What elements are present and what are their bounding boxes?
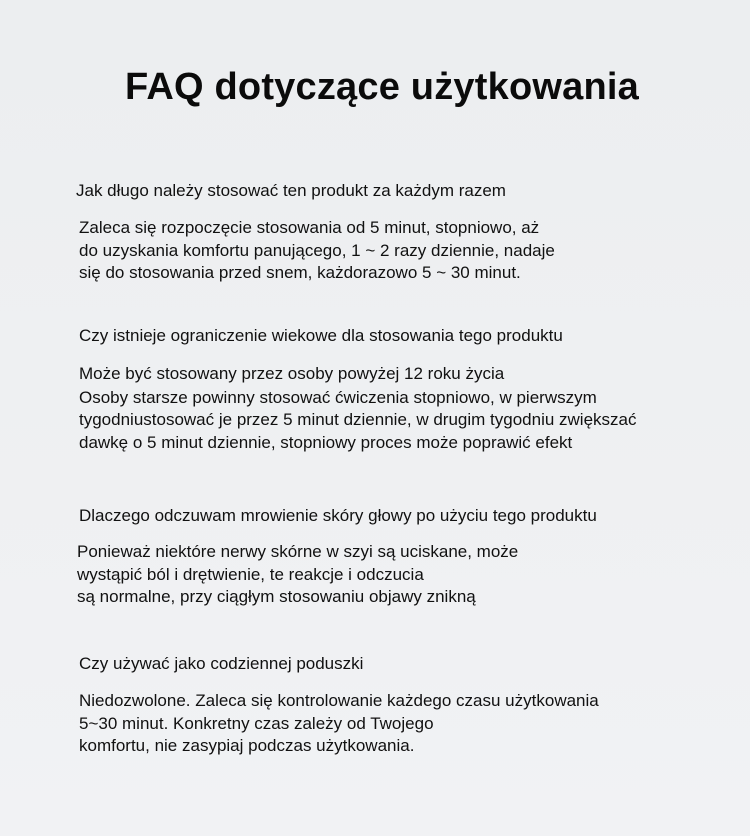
- faq-answer-1-line-2: do uzyskania komfortu panującego, 1 ~ 2 razy dziennie, nadaje: [79, 240, 555, 260]
- faq-answer-4-line-3: komfortu, nie zasypiaj podczas użytkowania.: [79, 736, 415, 755]
- faq-answer-4: [79, 690, 599, 758]
- faq-answer-2-line-3: tygodniustosować je przez 5 minut dziennie, w drugim tygodniu zwiększać: [79, 410, 637, 429]
- faq-answer-2: [79, 363, 637, 454]
- faq-question-3: Dlaczego odczuwam mrowienie skóry głowy po użyciu tego produktu: [79, 506, 597, 525]
- faq-answer-2-line-2: Osoby starsze powinny stosować ćwiczenia stopniowo, w pierwszym: [79, 387, 597, 407]
- faq-answer-3-line-3: są normalne, przy ciągłym stosowaniu objawy znikną: [77, 587, 476, 606]
- faq-question-2: Czy istnieje ograniczenie wiekowe dla stosowania tego produktu: [79, 326, 563, 345]
- faq-answer-1-line-3: się do stosowania przed snem, każdorazowo 5 ~ 30 minut.: [79, 263, 521, 282]
- faq-answer-3-line-2: wystąpić ból i drętwienie, te reakcje i odczucia: [77, 564, 424, 584]
- faq-question-1: Jak długo należy stosować ten produkt za każdym razem: [76, 181, 506, 200]
- faq-answer-3: [77, 541, 518, 609]
- faq-question-4: Czy używać jako codziennej poduszki: [79, 654, 364, 673]
- faq-answer-2-line-1: Może być stosowany przez osoby powyżej 12 roku życia: [79, 364, 505, 383]
- faq-answer-4-line-1: Niedozwolone. Zaleca się kontrolowanie każdego czasu użytkowania: [79, 691, 599, 710]
- faq-answer-1-line-1: Zaleca się rozpoczęcie stosowania od 5 minut, stopniowo, aż: [79, 218, 540, 237]
- faq-answer-1: [79, 217, 555, 285]
- faq-answer-3-line-1: Ponieważ niektóre nerwy skórne w szyi są uciskane, może: [77, 542, 519, 561]
- faq-answer-4-line-2: 5~30 minut. Konkretny czas zależy od Twojego: [79, 713, 434, 733]
- faq-answer-2-line-4: dawkę o 5 minut dziennie, stopniowy proces może poprawić efekt: [79, 432, 573, 452]
- page-title: FAQ dotyczące użytkowania: [125, 66, 639, 108]
